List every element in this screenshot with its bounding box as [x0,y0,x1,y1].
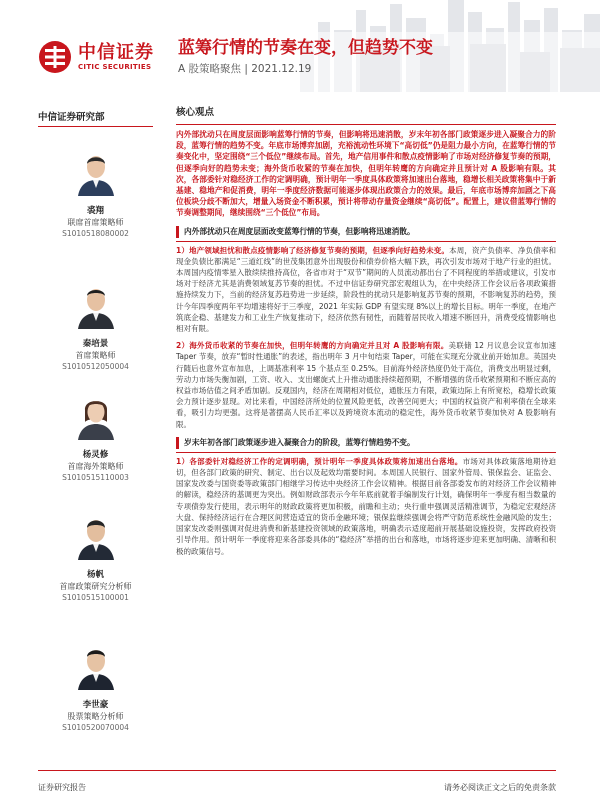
subheading-bar [176,436,556,450]
analyst-role: 联席首席策略师 [67,218,124,227]
section-title: 核心观点 [176,107,215,118]
report-subtitle: A 股策略聚焦 | 2021.12.19 [178,63,312,75]
department-name: 中信证券研究部 [38,112,105,123]
analyst-role: 首席海外策略师 [67,462,124,471]
core-summary: 内外部扰动只在周度层面影响蓝筹行情的节奏，但影响将迅速消散，岁末年初各部门政策逐步进入凝聚合力的阶段，蓝筹行情的趋势不变。年底市场博弈加剧，充裕流动性环境下“高切低”仍是阻力最小方向，在蓝筹行情的节奏变化中，坚定围绕“三个低位”继续布局。首先，地产信用事件和散点疫情影响了市场对经济修复节奏的预期，但逐季向好的趋势未变；海外货币收紧的节奏在加快，但明年转鹰的方向确定并且预计对 A 股影响有限。其次，各部委针对稳经济工作的定调明确，预计明年一季度具体政策将加速出台落地，稳增长相关政策将集中于新基建、稳地产和促消费，明年一季度经济数据可能逐步体现出政策合力的效果。最后，年底市场博弈加剧之下高位板块分歧不断加大，增量入场资金不断积累，预计将带动存量资金继续“高切低”。配置上，建议借蓝筹行情的节奏调整期间，继续围绕“三个低位”布局。 [176,130,556,218]
analyst-id: S1010515110003 [62,473,129,482]
analyst-role: 股票策略分析师 [67,712,124,721]
paragraph-lead: 2）海外货币收紧的节奏在加快，但明年转鹰的方向确定并且对 A 股影响有限。 [176,341,449,351]
report-title: 蓝筹行情的节奏在变，但趋势不变 [178,38,433,58]
analyst-name: 秦培景 [82,339,109,349]
paragraph-body: 美联储 12 月议息会议宣布加速 Taper 节奏，放弃“暂时性通胀”的表述，指出明年 3 月中旬结束 Taper，可能在实现充分就业前开始加息。英国央行随后也意外宣布加息，上调基准利率 15 个基点至 0.25%。目前海外经济热度仍处于高位，消费支出明显过剩，劳动力市场失衡加剧，工资、收入、支出螺旋式上升推动通胀持续超预期，不断增强的货币收紧预期和不断应高的权益市场估值之间矛盾加剧。反观国内，经济在周期相对低位，通胀压力有限，政策边际上有所宽松，稳增长政策会力预计逐步显现。对比来看，中国经济所处的位置风险更低，改善空间更大；中国的权益资产和利率债在全球来看，吸引力均更强。这将是著摆高人民币汇率以及跨境资本流动的稳定性，海外货币收紧节奏加快对 A 股影响有限。 [176,341,556,429]
paragraph [176,245,556,335]
analyst-name: 杨帆 [86,570,104,580]
analyst-card [38,281,153,372]
analyst-sidebar [0,104,152,769]
analyst-id: S1010515100001 [62,593,129,602]
analyst-card [38,642,153,733]
paragraph-lead: 1）地产领域担忧和散点疫情影响了经济修复节奏的预期，但逐季向好趋势未变。 [176,245,450,255]
logo-chinese: 中信证券 [78,41,154,63]
subheading-text: 岁末年初各部门政策逐步进入凝聚合力的阶段，蓝筹行情趋势不变。 [184,437,415,447]
footer-label: 证券研究报告 [38,783,86,792]
analyst-role: 首席策略师 [75,351,116,360]
citic-logo-icon [38,40,72,74]
disclaimer-note: 请务必阅读正文之后的免责条款 [444,783,556,792]
divider [176,241,556,242]
divider [176,452,556,453]
analyst-photo-icon [74,281,118,329]
paragraph-lead: 1）各部委针对稳经济工作的定调明确，预计明年一季度具体政策将加速出台落地。 [176,456,463,466]
analyst-card [38,512,153,603]
subheading-text: 内外部扰动只在周度层面改变蓝筹行情的节奏，但影响将迅速消散。 [184,226,415,236]
paragraph [176,340,556,430]
analyst-photo-icon [74,512,118,560]
divider [38,126,153,127]
page-footer [0,770,600,800]
subheading-bar [176,225,556,239]
analyst-name: 杨灵修 [82,450,109,460]
analyst-name: 李世豪 [82,700,109,710]
report-header [0,0,600,92]
analyst-id: S1010518080002 [62,229,129,238]
analyst-photo-icon [74,642,118,690]
analyst-photo-icon [74,148,118,196]
divider [38,770,556,771]
logo-english: CITIC SECURITIES [78,62,152,71]
analyst-card [38,148,153,239]
analyst-id: S1010512050004 [62,362,129,371]
analyst-name: 裘翔 [86,206,104,216]
citic-logo [38,40,154,74]
analyst-card [38,392,153,483]
paragraph-body: 市场对具体政策落地期待迫切，但各部门政策的研究、制定、出台以及起效均需要时间。本周国人民银行、国家外管局、银保监会、证监会、国家发改委与国资委等政策部门相继学习传达中央经济工作会议精神。根据目前各部委发布的对经济工作会议精神的解读，稳经济的基调更为突出。例如财政部表示今年年底前就着手编制发行计划，确保明年一季度有相当数量的专项债券发行使用，表示明年的财政政策将更加积极，前瞻和主动；央行重申强调灵活精准调节，为稳定宏观经济大盘、保持经济运行在合理区间营造适宜的货币金融环境；银保监继续强调会将严守防范系统性金融风险的发生；国家发改委则强调对促进消费和新基建投资领域的政策落地，明确表示适度超前开展基础设施投资，发挥政府投资引导作用。预计明年一季度将迎来各部委具体的“稳经济”举措的出台和落地，市场将逐步迎来更加明确、清晰和积极的政策信号。 [176,456,557,556]
analyst-photo-icon [74,392,118,440]
divider [176,124,556,125]
analyst-role: 首席政策研究分析师 [59,582,132,591]
paragraph [176,456,556,557]
main-content [176,104,556,557]
paragraph-body: 本周，资产负债率、净负债率和现金负债比都满足“三道红线”的世茂集团意外出现股份和债券价格大幅下跌，再次引发市场对于地产行业的担忧。本周国内疫情零星入散续续推持高位，各省市对于“双节”期间的人员流动都出台了不同程度的举措或建议，引发市场对于经济尤其是消费领域复苏节奏的担忧。不过中信证券研究部宏观组认为，在中央经济工作会议后各项政策措施持续发力下，当前的经济复苏趋势进一步延续，阶段性的扰动只是影响复苏节奏的预期，不影响复苏的趋势，预计今年四季度两年平均增速将好于三季度，2021 年实际 GDP 有望实现 8%以上的增长目标。明年一季度，在地产筑底企稳、基建发力和工业生产恢复推动下，经济依然有韧性，而随着居民收入增速不断回升，消费受疫情影响也相对有限。 [176,245,557,334]
analyst-id: S1010520070004 [62,723,129,732]
